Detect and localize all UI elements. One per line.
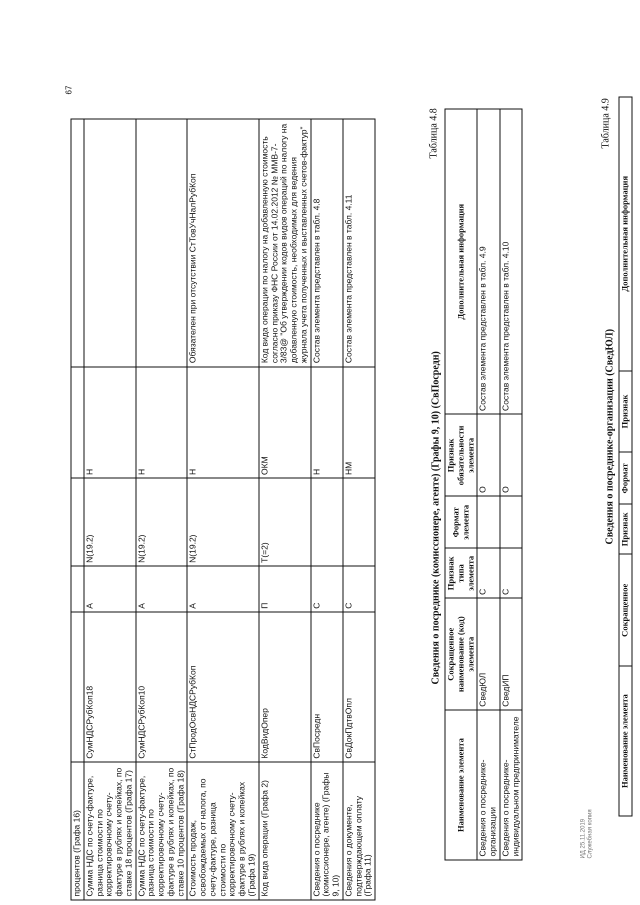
stamp-line: ИД 25.11.2019 <box>580 818 587 859</box>
cell-name: Код вида операции (Графа 2) <box>259 762 311 900</box>
column-header: Сокращенное <box>619 554 632 666</box>
cell-req: Н <box>187 367 258 479</box>
cell-code: СвДокПдтвОпл <box>343 612 375 762</box>
cell-code: СумНДСРубКоп10 <box>136 612 188 762</box>
cell-type: П <box>259 566 311 612</box>
cell-info: Состав элемента представлен в табл. 4.9 <box>477 109 500 414</box>
cell-type: А <box>84 566 136 612</box>
cell-type: А <box>136 566 188 612</box>
cell-name: Сведения о посреднике (комиссионере, агенте) (Графы 9, 10) <box>311 762 343 900</box>
cell-format <box>500 496 523 548</box>
cell-req: Н <box>311 367 343 479</box>
cell-code: СумНДСРубКоп18 <box>84 612 136 762</box>
cell-code: СтПродОсвНДСРубКоп <box>187 612 258 762</box>
service-stamp <box>581 809 595 858</box>
cell-code: СведИП <box>500 598 523 710</box>
cell-code: СвПосредн <box>311 612 343 762</box>
table-row <box>259 119 311 900</box>
cell-name: Стоимость продаж, освобождаемых от налога, по счету-фактуре, разница стоимости по корректировочному счету-фактуре в рублях и копейках (Графа 19) <box>187 762 258 900</box>
column-header: Наименование элемента <box>445 710 477 860</box>
cell-format <box>477 496 500 548</box>
table-row <box>477 109 500 860</box>
cell-req: Н <box>84 367 136 479</box>
column-header: Признак типа элемента <box>445 548 477 598</box>
stamp-line: Служебная копия <box>587 809 594 859</box>
table-row <box>500 109 523 860</box>
column-header: Признак <box>619 504 632 554</box>
cell-format: N(19.2) <box>84 478 136 566</box>
cell-info <box>136 119 188 367</box>
cell-name: Сведения о посреднике-индивидуальном предпринимателе <box>500 710 523 860</box>
cell-format <box>311 478 343 566</box>
table-4-8-title: Сведения о посреднике (комиссионере, агенте) (Графы 9, 10) (СвПосредн) <box>430 351 442 685</box>
continuation-table <box>71 119 376 901</box>
cell-name: Сумма НДС по счету-фактуре, разница стоимости по корректировочному счету-фактуре в рублях и копейках, по ставке 10 процентов (Графа 18) <box>136 762 188 900</box>
cell-type: С <box>343 566 375 612</box>
page-number: 67 <box>64 85 74 95</box>
cell-req <box>71 367 84 479</box>
column-header: Формат элемента <box>445 496 477 548</box>
cell-code: КодВидОпер <box>259 612 311 762</box>
cell-info <box>71 119 84 367</box>
cell-format: T(=2) <box>259 478 311 566</box>
column-header: Дополнительная информация <box>445 109 477 414</box>
cell-format <box>71 478 84 566</box>
column-header: Признак <box>619 371 632 453</box>
cell-info: Обязателен при отсутствии СтТовУчНалРубКоп <box>187 119 258 367</box>
rotated-page <box>1 0 640 905</box>
table-4-8 <box>445 109 523 861</box>
cell-name: процентов (Графа 16) <box>71 762 84 900</box>
table-row <box>311 119 343 900</box>
cell-info <box>84 119 136 367</box>
cell-type: С <box>500 548 523 598</box>
table-row <box>71 119 84 900</box>
table-row <box>343 119 375 900</box>
cell-info: Состав элемента представлен в табл. 4.11 <box>343 119 375 367</box>
cell-req: Н <box>136 367 188 479</box>
cell-format: N(19.2) <box>187 478 258 566</box>
table-4-9 <box>619 97 633 817</box>
cell-name: Сведения о документе, подтверждающем оплату (Графа 11) <box>343 762 375 900</box>
table-4-9-caption: Таблица 4.9 <box>600 98 612 149</box>
cell-info: Код вида операции по налогу на добавленную стоимость согласно приказу ФНС России от 14.02.2012 № ММВ-7-3/83@ "Об утверждении кодов видов операций по налогу на добавленную стоимость, необходимых для ведения журнала учета полученных и выставленных счетов-фактур" <box>259 119 311 367</box>
column-header: Дополнительная информация <box>619 97 632 371</box>
table-row <box>136 119 188 900</box>
table-row <box>84 119 136 900</box>
cell-type: С <box>311 566 343 612</box>
cell-req: О <box>477 414 500 496</box>
cell-req: НМ <box>343 367 375 479</box>
cell-name: Сведения о посреднике-организации <box>477 710 500 860</box>
cell-req: О <box>500 414 523 496</box>
cell-format: N(19.2) <box>136 478 188 566</box>
column-header: Сокращенное наименование (код) элемента <box>445 598 477 710</box>
column-header: Признак обязательности элемента <box>445 414 477 496</box>
cell-req: ОКМ <box>259 367 311 479</box>
cell-format <box>343 478 375 566</box>
table-4-8-caption: Таблица 4.8 <box>428 108 440 159</box>
table-4-9-title: Сведения о посреднике-организации (СведЮЛ) <box>604 328 616 545</box>
column-header: Наименование элемента <box>619 666 632 816</box>
cell-info: Состав элемента представлен в табл. 4.8 <box>311 119 343 367</box>
cell-type <box>71 566 84 612</box>
cell-code: СведЮЛ <box>477 598 500 710</box>
cell-info: Состав элемента представлен в табл. 4.10 <box>500 109 523 414</box>
cell-code <box>71 612 84 762</box>
cell-name: Сумма НДС по счету-фактуре, разница стоимости по корректировочному счету-фактуре в рублях и копейках, по ставке 18 процентов (Графа 17) <box>84 762 136 900</box>
cell-type: А <box>187 566 258 612</box>
cell-type: С <box>477 548 500 598</box>
column-header: Формат <box>619 452 632 504</box>
table-row <box>187 119 258 900</box>
